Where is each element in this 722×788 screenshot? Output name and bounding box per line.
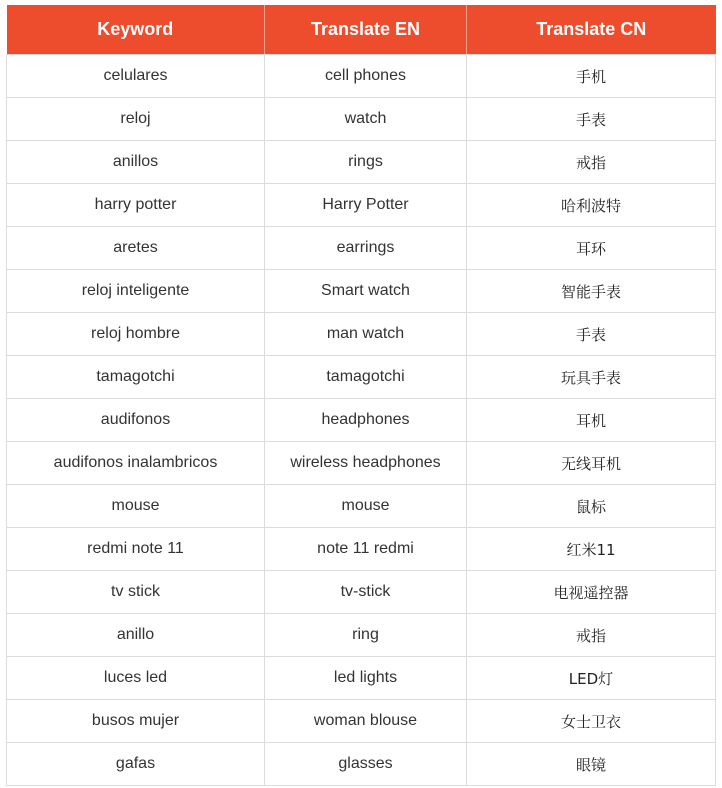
keyword-cell: mouse bbox=[7, 485, 265, 528]
table-row bbox=[7, 98, 716, 141]
translate-cn-cell: 女士卫衣 bbox=[467, 700, 716, 743]
header-translate-cn: Translate CN bbox=[467, 5, 716, 55]
translate-cn-cell: 无线耳机 bbox=[467, 442, 716, 485]
translate-cn-cell: 红米11 bbox=[467, 528, 716, 571]
table-row bbox=[7, 141, 716, 184]
translate-en-cell: earrings bbox=[265, 227, 467, 270]
keyword-cell: audifonos bbox=[7, 399, 265, 442]
table-row bbox=[7, 227, 716, 270]
table-row bbox=[7, 270, 716, 313]
keyword-cell: anillos bbox=[7, 141, 265, 184]
translate-en-cell: rings bbox=[265, 141, 467, 184]
translate-cn-cell: 智能手表 bbox=[467, 270, 716, 313]
translate-cn-cell: LED灯 bbox=[467, 657, 716, 700]
table-row bbox=[7, 700, 716, 743]
translate-cn-cell: 耳机 bbox=[467, 399, 716, 442]
keyword-cell: reloj hombre bbox=[7, 313, 265, 356]
translate-en-cell: headphones bbox=[265, 399, 467, 442]
keyword-translation-table bbox=[6, 5, 716, 786]
translate-en-cell: note 11 redmi bbox=[265, 528, 467, 571]
table-row bbox=[7, 657, 716, 700]
keyword-cell: anillo bbox=[7, 614, 265, 657]
translate-en-cell: tv-stick bbox=[265, 571, 467, 614]
table-row bbox=[7, 442, 716, 485]
translate-en-cell: watch bbox=[265, 98, 467, 141]
table-row bbox=[7, 184, 716, 227]
table-row bbox=[7, 55, 716, 98]
table-row bbox=[7, 571, 716, 614]
translate-cn-cell: 手表 bbox=[467, 313, 716, 356]
translate-en-cell: glasses bbox=[265, 743, 467, 786]
keyword-cell: celulares bbox=[7, 55, 265, 98]
header-keyword: Keyword bbox=[7, 5, 265, 55]
keyword-cell: tv stick bbox=[7, 571, 265, 614]
keyword-cell: aretes bbox=[7, 227, 265, 270]
translate-cn-cell: 耳环 bbox=[467, 227, 716, 270]
translate-cn-cell: 玩具手表 bbox=[467, 356, 716, 399]
table-row bbox=[7, 313, 716, 356]
table-header-row bbox=[7, 5, 716, 55]
translate-cn-cell: 电视遥控器 bbox=[467, 571, 716, 614]
translate-cn-cell: 戒指 bbox=[467, 614, 716, 657]
translate-en-cell: ring bbox=[265, 614, 467, 657]
translate-en-cell: Smart watch bbox=[265, 270, 467, 313]
keyword-cell: gafas bbox=[7, 743, 265, 786]
translate-cn-cell: 眼镜 bbox=[467, 743, 716, 786]
translate-en-cell: led lights bbox=[265, 657, 467, 700]
keyword-cell: luces led bbox=[7, 657, 265, 700]
translate-en-cell: cell phones bbox=[265, 55, 467, 98]
keyword-cell: busos mujer bbox=[7, 700, 265, 743]
translate-cn-cell: 手表 bbox=[467, 98, 716, 141]
translate-en-cell: woman blouse bbox=[265, 700, 467, 743]
keyword-cell: reloj inteligente bbox=[7, 270, 265, 313]
table-row bbox=[7, 743, 716, 786]
table-row bbox=[7, 614, 716, 657]
translate-cn-cell: 手机 bbox=[467, 55, 716, 98]
translate-cn-cell: 鼠标 bbox=[467, 485, 716, 528]
translate-en-cell: tamagotchi bbox=[265, 356, 467, 399]
translate-en-cell: mouse bbox=[265, 485, 467, 528]
table-row bbox=[7, 528, 716, 571]
translate-cn-cell: 戒指 bbox=[467, 141, 716, 184]
table-row bbox=[7, 485, 716, 528]
keyword-cell: harry potter bbox=[7, 184, 265, 227]
keyword-cell: redmi note 11 bbox=[7, 528, 265, 571]
translate-en-cell: wireless headphones bbox=[265, 442, 467, 485]
translate-en-cell: Harry Potter bbox=[265, 184, 467, 227]
translate-cn-cell: 哈利波特 bbox=[467, 184, 716, 227]
header-translate-en: Translate EN bbox=[265, 5, 467, 55]
keyword-cell: reloj bbox=[7, 98, 265, 141]
keyword-cell: tamagotchi bbox=[7, 356, 265, 399]
table-row bbox=[7, 356, 716, 399]
translate-en-cell: man watch bbox=[265, 313, 467, 356]
table-row bbox=[7, 399, 716, 442]
keyword-cell: audifonos inalambricos bbox=[7, 442, 265, 485]
